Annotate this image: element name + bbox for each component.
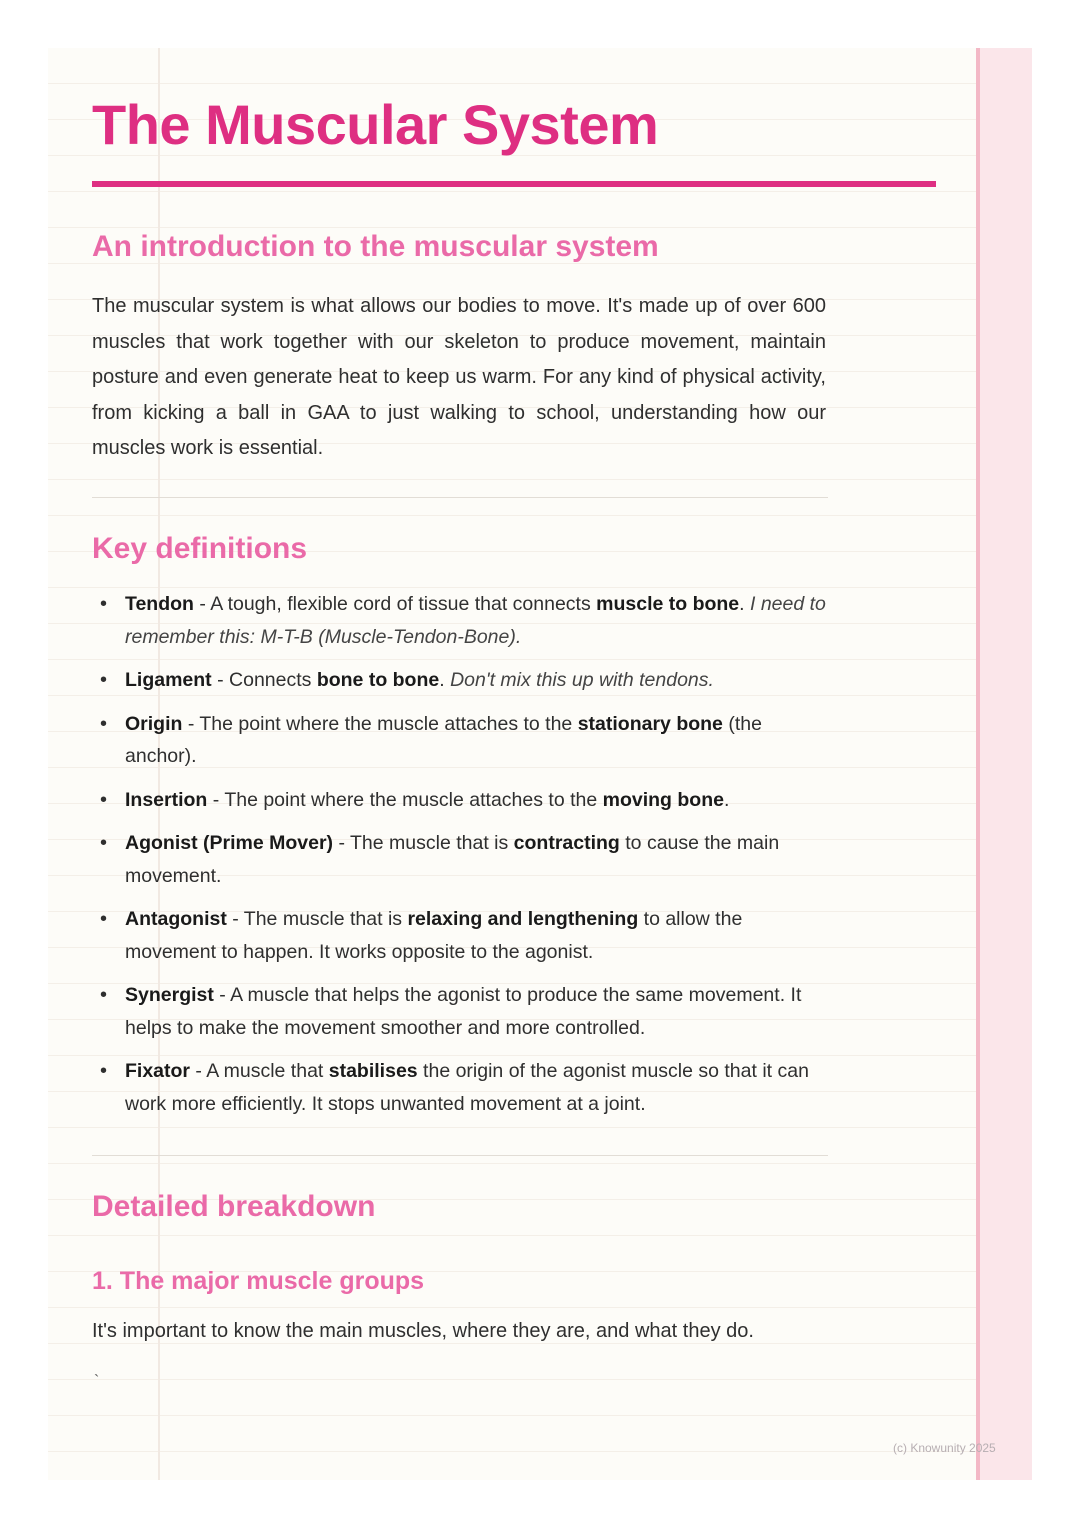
intro-heading: An introduction to the muscular system <box>92 230 659 263</box>
definition-term: Fixator <box>125 1060 191 1082</box>
copyright-footer: (c) Knowunity 2025 <box>893 1441 996 1455</box>
breakdown-heading: Detailed breakdown <box>92 1190 376 1223</box>
definition-emphasis: muscle to bone <box>596 593 740 615</box>
bullet-icon: • <box>100 712 108 735</box>
definition-item: • Fixator - A muscle that stabilises the origin of the agonist muscle so that it can work more efficiently. It stops unwanted movement at a joint. <box>92 1055 832 1120</box>
definition-item: • Synergist - A muscle that helps the agonist to produce the same movement. It helps to make the movement smoother and more controlled. <box>92 979 832 1044</box>
bullet-icon: • <box>100 669 108 691</box>
definition-term: Origin <box>125 712 183 735</box>
document-page <box>48 48 1032 1480</box>
muscle-groups-paragraph: It's important to know the main muscles, where they are, and what they do. <box>92 1320 754 1342</box>
definition-item: • Tendon - A tough, flexible cord of tissue that connects muscle to bone. I need to remember this: M-T-B (Muscle-Tendon-Bone). <box>92 588 832 653</box>
definition-item: • Insertion - The point where the muscle attaches to the moving bone. <box>92 784 832 817</box>
definition-term: Agonist (Prime Mover) <box>125 832 334 854</box>
definition-term: Antagonist <box>125 908 227 930</box>
definition-note: I need to remember this: M-T-B (Muscle-Tendon-Bone). <box>125 593 826 648</box>
bullet-icon: • <box>100 788 108 811</box>
definition-item: • Ligament - Connects bone to bone. Don't mix this up with tendons. <box>92 664 832 697</box>
right-margin-band <box>976 48 1032 1480</box>
definition-emphasis: contracting <box>513 832 620 854</box>
definition-term: Ligament <box>125 669 212 691</box>
page-title: The Muscular System <box>92 93 659 156</box>
definition-term: Tendon <box>125 593 194 615</box>
definition-note: Don't mix this up with tendons. <box>450 669 714 691</box>
definition-term: Insertion <box>125 788 208 811</box>
bullet-icon: • <box>100 984 108 1006</box>
definitions-list <box>92 588 832 1120</box>
muscle-groups-subheading: 1. The major muscle groups <box>92 1267 425 1295</box>
definition-emphasis: stabilises <box>328 1060 418 1082</box>
section-divider <box>92 497 828 498</box>
bullet-icon: • <box>100 832 108 854</box>
definition-item: • Origin - The point where the muscle attaches to the stationary bone (the anchor). <box>92 708 832 773</box>
definition-term: Synergist <box>125 984 214 1006</box>
bullet-icon: • <box>100 908 108 930</box>
definition-item: • Agonist (Prime Mover) - The muscle that is contracting to cause the main movement. <box>92 827 832 892</box>
bullet-icon: • <box>100 1060 108 1082</box>
section-divider <box>92 1155 828 1156</box>
bullet-icon: • <box>100 593 108 615</box>
definition-emphasis: relaxing and lengthening <box>407 908 639 930</box>
intro-paragraph: The muscular system is what allows our bodies to move. It's made up of over 600 muscles that work together with our skeleton to produce movement, maintain posture and even generate heat to keep us warm. For any kind of physical activity, from kicking a ball in GAA to just walking to school, understanding how our muscles work is essential. <box>92 295 826 459</box>
definition-emphasis: bone to bone <box>316 669 440 691</box>
definition-item: • Antagonist - The muscle that is relaxing and lengthening to allow the movement to happen. It works opposite to the agonist. <box>92 903 832 968</box>
right-margin-line <box>976 48 980 1480</box>
definition-emphasis: moving bone <box>602 788 724 811</box>
definitions-heading: Key definitions <box>92 532 308 565</box>
stray-mark: ` <box>94 1373 100 1390</box>
title-underline <box>92 181 936 187</box>
definition-emphasis: stationary bone <box>577 712 723 735</box>
